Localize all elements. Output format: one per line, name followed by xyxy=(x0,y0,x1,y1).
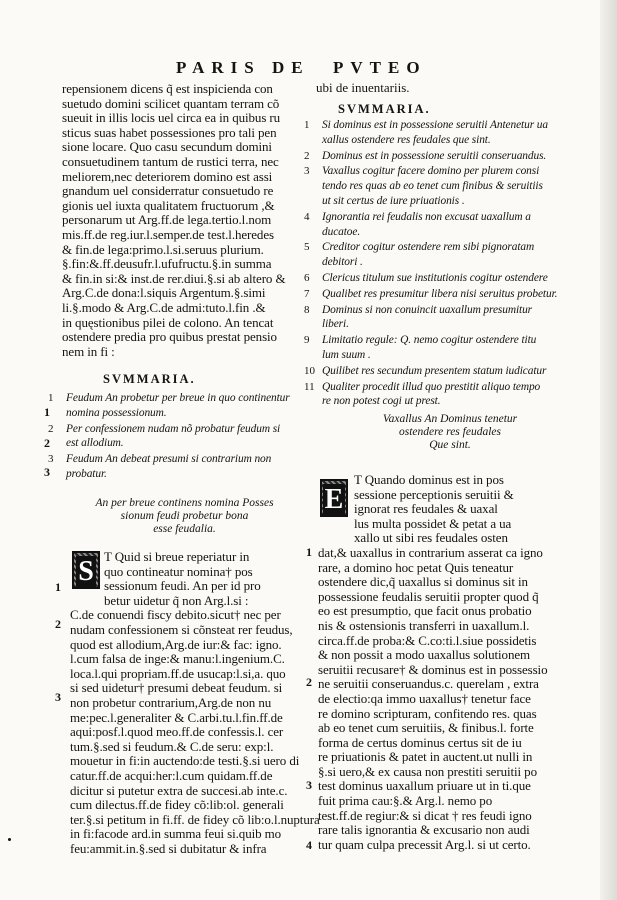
summary-line: Feudum An probetur per breue in quo continentur xyxy=(66,392,290,404)
summary-number: 5 xyxy=(304,241,310,254)
summary-entry xyxy=(304,303,557,333)
caption-line: ostendere res feudales xyxy=(399,426,501,438)
summary-number: 11 xyxy=(304,380,315,393)
summary-line: Vaxallus cogitur facere domino per plurem consi xyxy=(322,165,540,178)
ink-speck xyxy=(8,838,11,841)
text-line: ostendere dic,q̃ uaxallus si dominus sit in xyxy=(318,574,528,590)
text-line: nis & ostensionis transferri in uaxallum.l. xyxy=(318,617,530,633)
summary-line: Quilibet res secundum presentem statum iudicatur xyxy=(322,364,547,377)
text-line: gionis uel iuxta qualitatem fructuorum ,& xyxy=(62,197,275,213)
right-body-margin-number: 3 xyxy=(306,778,312,792)
summary-entry xyxy=(304,333,557,363)
summary-line: Dominus si non conuincit uaxallum presumitur xyxy=(322,303,533,316)
summary-line: xallus ostendere res feudales que sint. xyxy=(322,133,491,146)
summary-entry xyxy=(48,452,290,482)
summary-entry xyxy=(304,271,557,286)
left-margin-number: 2 xyxy=(44,436,50,450)
text-line: aqui:posf.l.quod meo.ff.de confessis.l. cer xyxy=(70,724,284,740)
text-line: circa.ff.de proba:& C.co:ti.l.siue possidetis xyxy=(318,632,537,648)
running-head-right: PVTEO xyxy=(333,58,427,77)
text-line: test.ff.de regiur:& si dicat † res feudi igno xyxy=(318,807,532,823)
summary-line: tendo res quas ab eo tenet cum finibus & seruitiis xyxy=(322,180,543,193)
text-line: in quęstionibus pilei de colono. An tencat xyxy=(62,314,274,330)
left-summaria-list xyxy=(48,391,290,483)
page-edge-shadow xyxy=(600,0,617,900)
text-line: sione locare. Quo casu secundum domini xyxy=(62,139,272,155)
text-line: loca.l.qui propriam.ff.de usucap:l.si,a. quo xyxy=(70,665,286,681)
text-line: li.§.modo & Arg.C.de admi:tuto.l.fin .& xyxy=(62,299,266,315)
summary-number: 10 xyxy=(304,364,315,377)
summary-number: 6 xyxy=(304,271,310,284)
text-line: tur quam culpa precessit Arg.l. si ut certo. xyxy=(318,836,531,852)
text-line: seruitii recusare† & dominus est in possessio xyxy=(318,661,548,677)
left-section-caption xyxy=(72,497,297,536)
summary-number: 1 xyxy=(304,119,310,131)
summary-line: ducatoe. xyxy=(322,225,361,238)
left-summaria-title: SVMMARIA. xyxy=(103,372,196,386)
caption-line: An per breue continens nomina Posses xyxy=(95,497,274,509)
text-line: ter.§.si petitum in fi.ff. de fidey cõ lib:o.l.nuptura xyxy=(70,811,320,827)
left-body-text xyxy=(70,550,320,856)
summary-entry xyxy=(304,380,557,410)
text-line: l.cum falsa de inge:& manu:l.ingenium.C. xyxy=(70,651,285,667)
text-line: mis.ff.de reg.iur.l.semper.de test.l.heredes xyxy=(62,226,274,242)
right-body-text xyxy=(318,473,547,852)
summary-entry xyxy=(304,149,557,164)
text-line: meliorem,nec deteriorem domino est assi xyxy=(62,168,273,184)
summary-line: Qualibet res presumitur libera nisi seruitus probetur. xyxy=(322,287,558,300)
caption-line: sionum feudi probetur bona xyxy=(120,510,249,522)
summary-number: 3 xyxy=(304,165,310,178)
text-line: dat,& uaxallus in contrarium asserat ca igno xyxy=(318,544,543,560)
text-line: C.de conuendi fiscy debito.sicut† nec per xyxy=(70,607,281,623)
summary-number: 4 xyxy=(304,210,310,223)
summary-line: debitori . xyxy=(322,256,363,269)
text-line: si sed uidetur† presumi debeat feudum. si xyxy=(70,680,283,696)
running-head-left: PARIS xyxy=(176,58,261,77)
text-line: cum dilectus.ff.de fidey cõ:lib:ol. generali xyxy=(70,797,284,813)
text-line: nudam confessionem si cõnsteat rer feudus, xyxy=(70,621,293,637)
text-line: betur uidetur q̃ non Arg.l.si : xyxy=(104,592,249,608)
summary-line: liberi. xyxy=(322,318,349,331)
text-line: personarum ut Arg.ff.de lega.tertio.l.nom xyxy=(62,212,272,228)
text-line: sessione perceptionis seruitii & xyxy=(354,486,514,502)
summary-line: Feudum An debeat presumi si contrarium non xyxy=(66,453,272,466)
right-summaria-list xyxy=(304,118,557,410)
summary-number: 1 xyxy=(48,392,54,404)
text-line: feu:ammit.in.§.sed si dubitatur & infra xyxy=(70,840,267,856)
text-line: & fin.de lega:primo.l.si.seruus plurium. xyxy=(62,241,264,257)
summary-number: 2 xyxy=(48,422,54,435)
summary-line: Creditor cogitur ostendere rem sibi pignoratam xyxy=(322,241,535,254)
summary-number: 9 xyxy=(304,334,310,347)
text-line: lus multa possidet & petat a ua xyxy=(354,515,512,531)
text-line: dicitur si putetur extra de succesi.ab inte.c. xyxy=(70,782,288,798)
text-line: suetudo domini scilicet quantam terram cõ xyxy=(62,95,280,111)
left-body-margin-number: 3 xyxy=(55,690,61,704)
text-line: de electio:qa immo uaxallus† tenetur face xyxy=(318,690,531,706)
summary-entry xyxy=(304,287,557,302)
summary-entry xyxy=(304,118,557,148)
caption-line: esse feudalia. xyxy=(153,523,216,535)
text-line: in fi:facode ard.in summa feui si.quib mo xyxy=(70,826,282,842)
left-body-margin-number: 1 xyxy=(55,580,61,594)
summary-entry xyxy=(48,391,290,421)
right-body-margin-number: 4 xyxy=(306,838,312,852)
summary-number: 2 xyxy=(304,149,310,162)
text-line: ab eo tenet cum seruitiis, & finibus.l. forte xyxy=(318,720,534,736)
right-body-margin-number: 2 xyxy=(306,675,312,689)
text-line: test dominus uaxallum priuare ut in ti.que xyxy=(318,778,531,794)
text-line: non probetur contrarium,Arg.de non nu xyxy=(70,694,272,710)
text-line: consuetudinem tantum de rustici terra, nec xyxy=(62,153,279,169)
caption-line: Vaxallus An Dominus tenetur xyxy=(382,413,518,425)
left-body-margin-number: 2 xyxy=(55,617,61,631)
summary-entry xyxy=(304,364,557,379)
text-line: Arg.C.de dona:l.siquis Argentum.§.simi xyxy=(62,285,266,301)
text-line: eo est presumptio, que facit onus probatio xyxy=(318,603,532,619)
text-line: T Quid si breue reperiatur in xyxy=(104,549,250,564)
summary-number: 3 xyxy=(48,453,54,466)
right-top-line: ubi de inuentariis. xyxy=(316,80,410,95)
text-line: gnandum uel considerratur consuetudo re xyxy=(62,183,274,199)
text-line: me:pec.l.generaliter & C.arbi.tu.l.fin.ff.de xyxy=(70,709,283,725)
text-line: sueuit in illis locis uel circa ea in quibus ru xyxy=(62,110,281,126)
summary-line: ut sit certus de iure priuationis . xyxy=(322,194,465,207)
summary-line: est allodium. xyxy=(66,437,124,450)
left-margin-number: 3 xyxy=(44,465,50,479)
summary-number: 7 xyxy=(304,287,310,300)
running-head-center: DE xyxy=(272,58,310,77)
summary-line: Clericus titulum sue institutionis cogitur ostendere xyxy=(322,271,548,284)
text-line: ignorat res feudales & uaxal xyxy=(354,501,498,517)
text-line: T Quando dominus est in pos xyxy=(354,472,504,487)
text-line: quo contineatur nomina† pos xyxy=(104,563,253,579)
decorated-initial-e: E xyxy=(320,479,348,517)
summary-line: re non potest cogi ut prest. xyxy=(322,395,441,408)
summary-line: nomina possessionum. xyxy=(66,406,167,419)
summary-line: probatur. xyxy=(66,467,107,480)
left-intro-text xyxy=(62,82,286,359)
text-line: §.si uero,& ex causa non prestiti seruitii po xyxy=(318,763,537,779)
summary-entry xyxy=(304,164,557,208)
text-line: re priuationis & patet in auctent.ut nulli in xyxy=(318,749,533,765)
text-line: nem in fi : xyxy=(62,343,115,359)
summary-line: Qualiter procedit illud quo prestitit aliquo tempo xyxy=(322,380,541,393)
text-line: tum.§.sed si feudum.& C.de seru: exp:l. xyxy=(70,738,274,754)
caption-line: Que sint. xyxy=(429,439,471,451)
text-line: xallo ut sibi res feudales osten xyxy=(354,530,508,546)
summary-entry xyxy=(304,210,557,240)
summary-line: Ignorantia rei feudalis non excusat uaxallum a xyxy=(322,210,531,223)
text-line: quod est allodium,Arg.de iur:& fac: igno. xyxy=(70,636,282,652)
text-line: ne seruitii conseruandus.c. querelam , extra xyxy=(318,676,539,692)
left-margin-number: 1 xyxy=(44,405,50,419)
text-line: repensionem dicens q̃ est inspicienda con xyxy=(62,81,273,96)
text-line: rare talis ignorantia & excusario non audi xyxy=(318,822,530,838)
right-body-margin-number: 1 xyxy=(306,545,312,559)
text-line: mouetur in fi:in auctendo:de testi.§.si uero di xyxy=(70,753,300,769)
text-line: re domino scripturam, confitendo res. quas xyxy=(318,705,537,721)
summary-line: Limitatio regule: Q. nemo cogitur ostendere titu xyxy=(322,334,537,347)
right-summaria-title: SVMMARIA. xyxy=(338,102,431,116)
summary-line: Dominus est in possessione seruitii conseruandus. xyxy=(322,149,547,162)
summary-entry xyxy=(48,422,290,452)
text-line: §.fin:&.ff.deusufr.l.ufufructu.§.in summa xyxy=(62,256,272,272)
text-line: forma de certus dominus certus sit de iu xyxy=(318,734,522,750)
summary-entry xyxy=(304,240,557,270)
text-line: sticus suas habet possessiones pro tali pen xyxy=(62,124,277,140)
text-line: sessionum feudi. An per id pro xyxy=(104,578,261,594)
text-line: possessione feudalis seruitii propter quod q̃ xyxy=(318,588,539,604)
text-line: catur.ff.de acqui:her:l.cum quidam.ff.de xyxy=(70,767,273,783)
summary-line: Si dominus est in possessione seruitii Antenetur ua xyxy=(322,119,548,131)
text-line: fuit prima cau:§.& Arg.l. nemo po xyxy=(318,793,493,809)
text-line: & non possit a modo uaxallus solutionem xyxy=(318,647,531,663)
summary-number: 8 xyxy=(304,303,310,316)
text-line: & fin.in si:& inst.de rer.diui.§.si ab altero & xyxy=(62,270,286,286)
right-section-caption xyxy=(330,413,570,452)
decorated-initial-s: S xyxy=(72,551,100,589)
text-line: ostendere predia pro quibus prestat pensio xyxy=(62,329,277,345)
text-line: rare, a domino hoc petat Quis teneatur xyxy=(318,559,514,575)
summary-line: lum suum . xyxy=(322,348,371,361)
summary-line: Per confessionem nudam nõ probatur feudum si xyxy=(66,422,281,435)
